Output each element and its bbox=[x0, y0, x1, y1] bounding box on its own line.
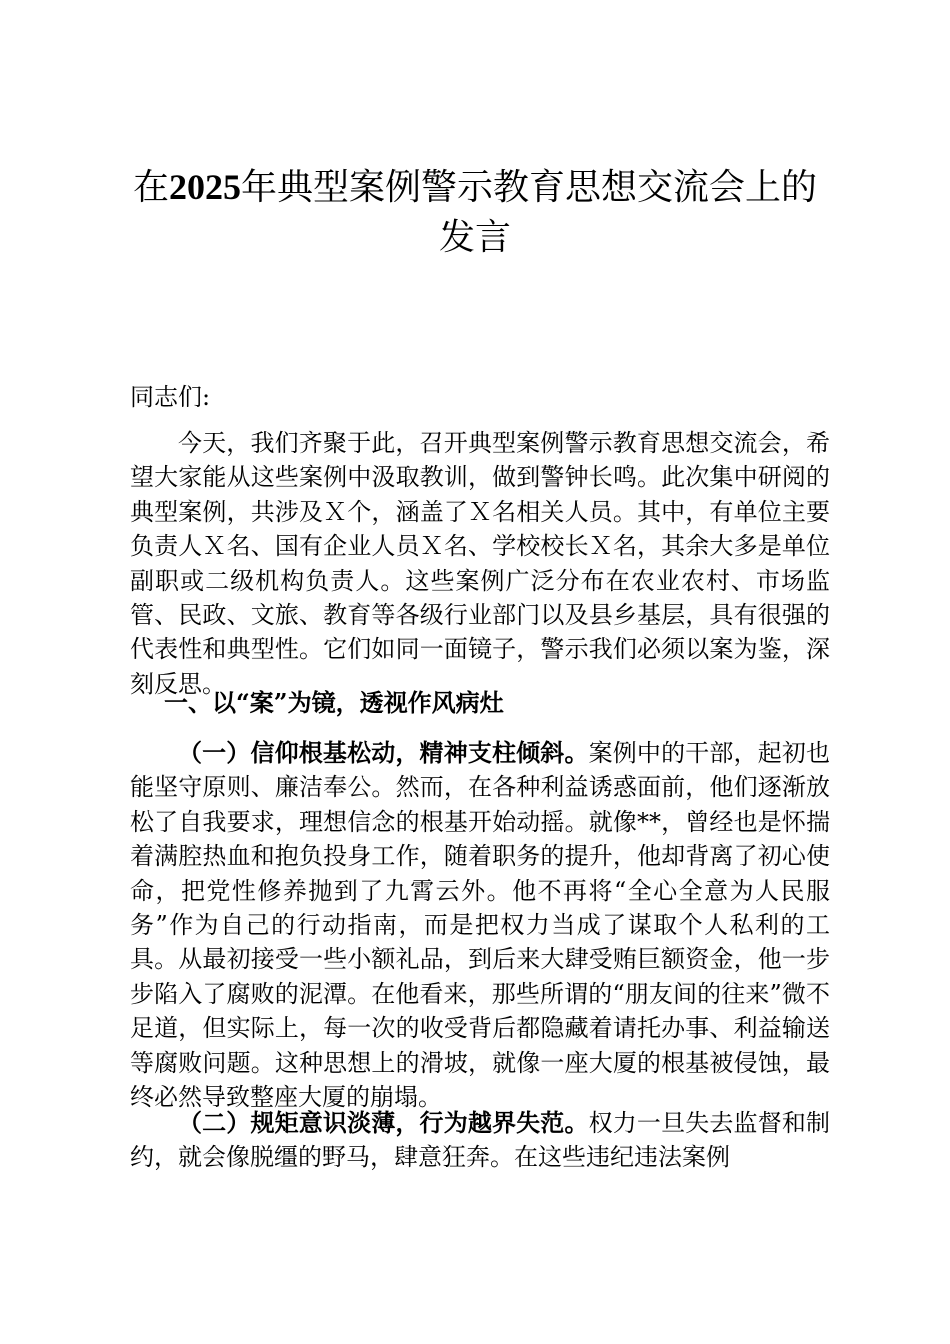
subsection-2-text: 权力一旦失去监督和制约，就会像脱缰的野马，肆意狂奔。在这些违纪违法案例 bbox=[130, 1109, 831, 1172]
section-heading-1: 一、以“案”为镜，透视作风病灶 bbox=[164, 688, 504, 717]
title-prefix: 在 bbox=[132, 167, 169, 208]
subsection-2-paragraph bbox=[130, 1106, 830, 1175]
subsection-2-heading: （二）规矩意识淡薄，行为越界失范。 bbox=[178, 1108, 589, 1137]
subsection-1-heading: （一）信仰根基松动，精神支柱倾斜。 bbox=[178, 738, 589, 767]
subsection-1-paragraph bbox=[130, 736, 830, 1114]
title-year: 2025 bbox=[169, 167, 241, 207]
title-rest: 年典型案例警示教育思想交流会上的发言 bbox=[241, 167, 818, 258]
intro-paragraph: 今天，我们齐聚于此，召开典型案例警示教育思想交流会，希望大家能从这些案例中汲取教训，做到警钟长鸣。此次集中研阅的典型案例，共涉及Ｘ个，涵盖了Ｘ名相关人员。其中，有单位主要负责人Ｘ名、国有企业人员Ｘ名、学校校长Ｘ名，其余大多是单位副职或二级机构负责人。这些案例广泛分布在农业农村、市场监管、民政、文旅、教育等各级行业部门以及县乡基层，具有很强的代表性和典型性。它们如同一面镜子，警示我们必须以案为鉴，深刻反思。 bbox=[130, 429, 830, 698]
document-title bbox=[120, 162, 830, 263]
greeting: 同志们: bbox=[130, 383, 211, 411]
subsection-1-text: 案例中的干部，起初也能坚守原则、廉洁奉公。然而，在各种利益诱惑面前，他们逐渐放松了自我要求，理想信念的根基开始动摇。就像**，曾经也是怀揣着满腔热血和抱负投身工作，随着职务的提升，他却背离了初心使命，把党性修养抛到了九霄云外。他不再将“全心全意为人民服务”作为自己的行动指南，而是把权力当成了谋取个人私利的工具。从最初接受一些小额礼品，到后来大肆受贿巨额资金，他一步步陷入了腐败的泥潭。在他看来，那些所谓的“朋友间的往来”微不足道，但实际上，每一次的收受背后都隐藏着请托办事、利益输送等腐败问题。这种思想上的滑坡，就像一座大厦的根基被侵蚀，最终必然导致整座大厦的崩塌。 bbox=[130, 739, 831, 1112]
